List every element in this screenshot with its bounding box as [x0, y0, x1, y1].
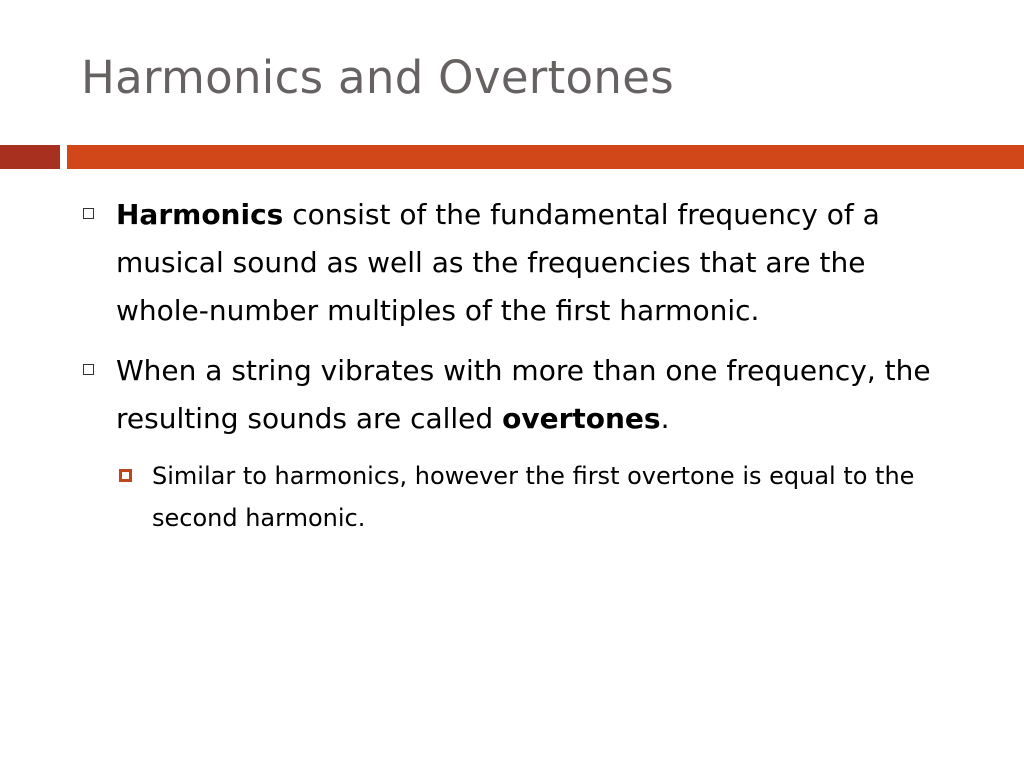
bullet-item: [80, 347, 980, 443]
bullet-text: [116, 191, 964, 335]
bullet-bold-tail: overtones: [502, 402, 661, 435]
hollow-square-bullet-icon: [83, 208, 94, 219]
bullet-item: [80, 191, 980, 335]
sub-bullet-item: [116, 455, 980, 539]
bullet-tail-punct: .: [660, 402, 670, 435]
slide-body: [80, 191, 980, 539]
hollow-square-bullet-icon: [83, 364, 94, 375]
bullet-body-text: When a string vibrates with more than one frequency, the resulting sounds are called: [116, 354, 931, 435]
title-rule-right: [67, 145, 1024, 169]
sub-bullet-text: Similar to harmonics, however the first overtone is equal to the second harmonic.: [152, 462, 915, 532]
filled-square-bullet-icon: [119, 469, 132, 482]
bullet-text: [116, 347, 964, 443]
bullet-bold-lead: Harmonics: [116, 198, 284, 231]
slide-title: Harmonics and Overtones: [81, 51, 674, 104]
title-rule-left: [0, 145, 60, 169]
bullet-body-text: consist of the fundamental frequency of a musical sound as well as the frequencies that are the whole-number multiples of the first harmonic.: [116, 198, 880, 327]
